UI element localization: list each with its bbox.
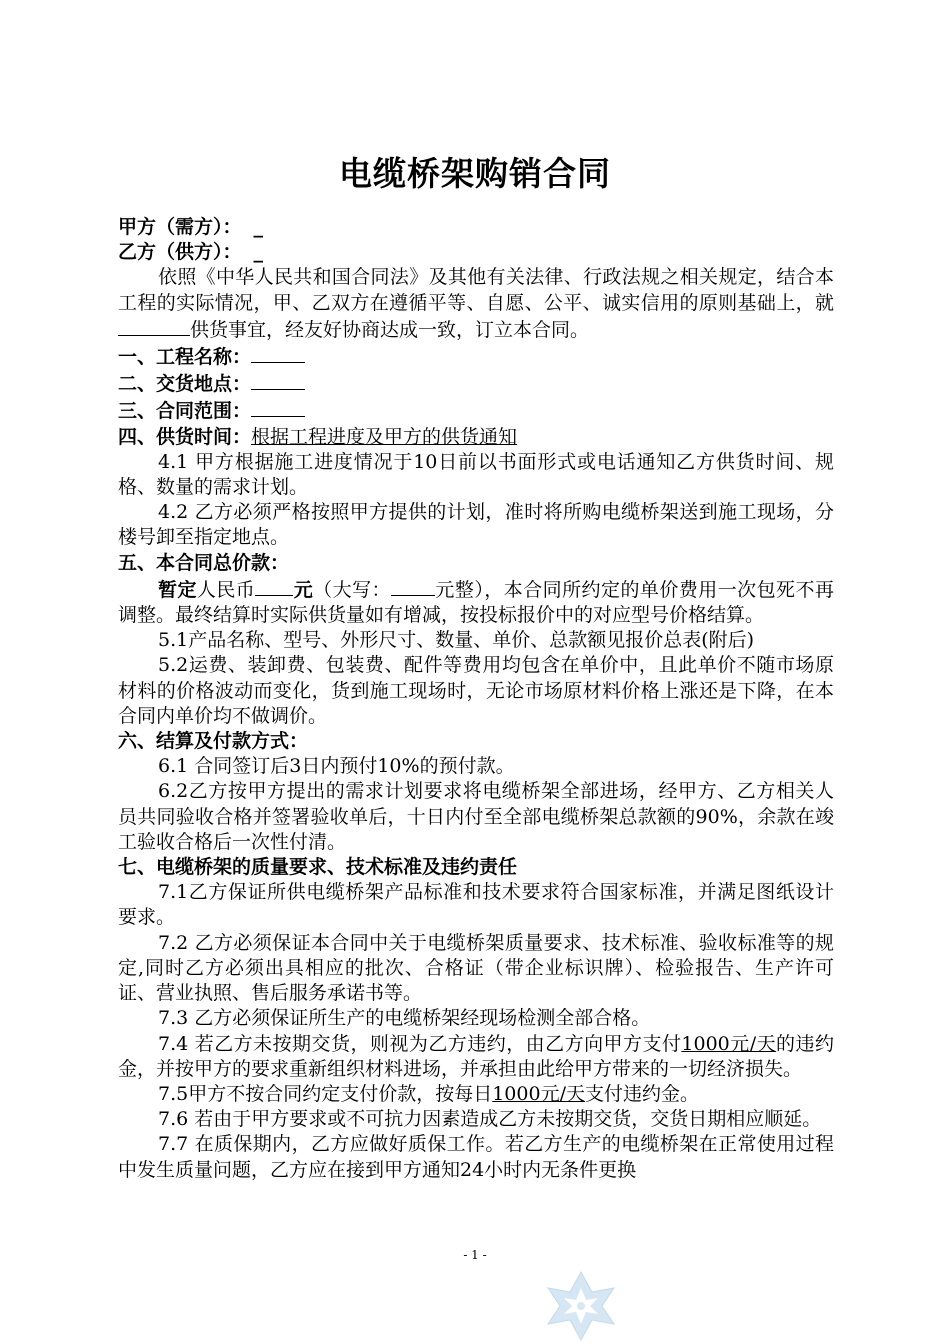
clause-7-4: 7.4 若乙方未按期交货，则视为乙方违约，由乙方向甲方支付1000元/天的违约金，并按甲方的要求重新组织材料进场，并承担由此给甲方带来的一切经济损失。 <box>118 1032 834 1080</box>
clause-5-1: 5.1产品名称、型号、外形尺寸、数量、单价、总款额见报价总表(附后) <box>158 629 755 652</box>
party-a-value: _ <box>253 216 264 238</box>
clause-7-2: 7.2 乙方必须保证本合同中关于电缆桥架质量要求、技术标准、验收标准等的规定,同时乙方必须出具相应的批次、合格证（带企业标识牌）、检验报告、生产许可证、营业执照、售后服务承诺书等。 <box>118 931 834 1005</box>
section-payment: 六、结算及付款方式： <box>118 730 309 753</box>
section-quality: 七、电缆桥架的质量要求、技术标准及违约责任 <box>118 856 518 879</box>
page-number: - 1 - <box>463 1248 487 1262</box>
clause-5-2: 5.2运费、装卸费、包装费、配件等费用均包含在单价中，且此单价不随市场原材料的价格波动而变化，货到施工现场时，无论市场原材料价格上涨还是下降，在本合同内单价均不做调价。 <box>118 654 834 727</box>
delivery-place-blank <box>251 370 305 390</box>
section-total-price: 五、本合同总价款： <box>118 551 290 574</box>
clause-6-2: 6.2乙方按甲方提出的需求计划要求将电缆桥架全部进场，经甲方、乙方相关人员共同验收合格并签署验收单后，十日内付至全部电缆桥架总款额的90%，余款在竣工验收合格后一次性付清。 <box>118 780 834 853</box>
preamble-paragraph: 依照《中华人民共和国合同法》及其他有关法律、行政法规之相关规定，结合本工程的实际情况，甲、乙双方在遵循平等、自愿、公平、诚实信用的原则基础上，就供货事宜，经友好协商达成一致，订立本合同。 <box>118 266 834 341</box>
clause-4-2: 4.2 乙方必须严格按照甲方提供的计划，准时将所购电缆桥架送到施工现场，分楼号卸至指定地点。 <box>118 501 834 549</box>
section-contract-scope: 三、合同范围： <box>118 397 834 424</box>
party-a-line <box>118 215 834 240</box>
contract-body <box>118 215 834 1183</box>
contract-scope-blank <box>251 397 305 417</box>
clause-4-1: 4.1 甲方根据施工进度情况于10日前以书面形式或电话通知乙方供货时间、规格、数量的需求计划。 <box>118 450 834 499</box>
clause-5-price: 暂定人民币 元（大写： 元整），本合同所约定的单价费用一次包死不再调整。最终结算时实际供货量如有增减，按投标报价中的对应型号价格结算。 <box>118 576 834 628</box>
clause-7-5: 7.5甲方不按合同约定支付价款，按每日1000元/天支付违约金。 <box>158 1082 699 1105</box>
party-b-label: 乙方（供方）： <box>118 241 242 264</box>
clause-7-1: 7.1乙方保证所供电缆桥架产品标准和技术要求符合国家标准，并满足图纸设计要求。 <box>118 881 834 929</box>
document-title: 电缆桥架购销合同 <box>339 154 611 193</box>
supply-time-value: 根据工程进度及甲方的供货通知 <box>251 425 518 448</box>
price-amount-blank <box>255 576 293 596</box>
price-words-blank <box>391 576 435 596</box>
section-project-name: 一、工程名称： <box>118 343 834 370</box>
clause-6-1: 6.1 合同签订后3日内预付10%的预付款。 <box>158 755 515 778</box>
clause-7-3: 7.3 乙方必须保证所生产的电缆桥架经现场检测全部合格。 <box>158 1007 651 1030</box>
party-b-line <box>118 240 834 265</box>
party-a-label: 甲方（需方）： <box>118 216 242 238</box>
clause-7-7: 7.7 在质保期内，乙方应做好质保工作。若乙方生产的电缆桥架在正常使用过程中发生质量问题，乙方应在接到甲方通知24小时内无条件更换 <box>118 1133 834 1181</box>
party-b-value: _ <box>253 241 264 264</box>
section-supply-time: 四、供货时间：根据工程进度及甲方的供货通知 <box>118 425 518 448</box>
clause-7-6: 7.6 若由于甲方要求或不可抗力因素造成乙方未按期交货，交货日期相应顺延。 <box>158 1108 822 1131</box>
watermark-logo-icon <box>536 1268 626 1344</box>
section-delivery-place: 二、交货地点： <box>118 370 834 397</box>
project-blank <box>118 316 190 336</box>
project-name-blank <box>251 343 305 363</box>
